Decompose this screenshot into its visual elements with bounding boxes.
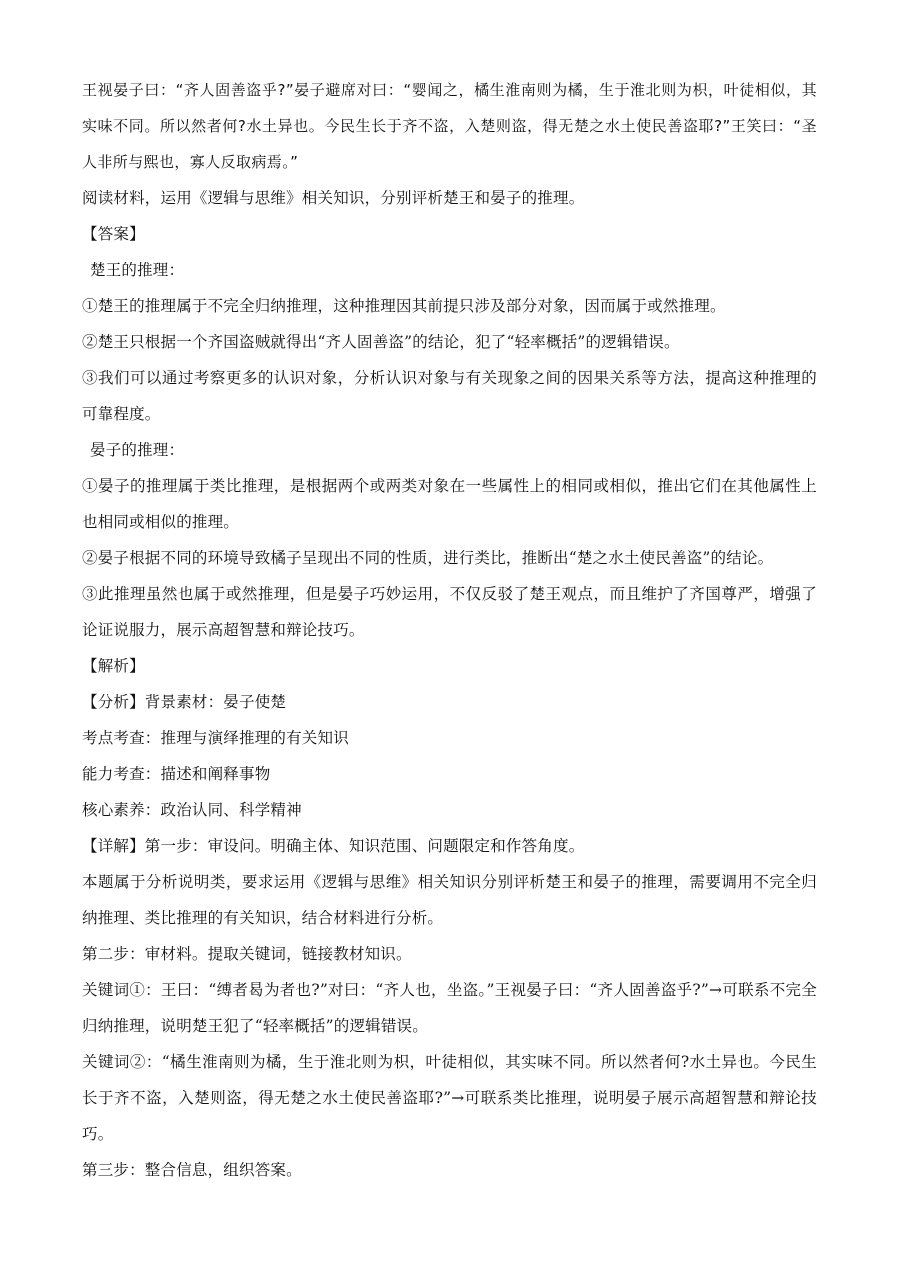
analysis-kaodian: 考点考查：推理与演绎推理的有关知识 — [82, 729, 349, 747]
chu-reasoning-title: 楚王的推理： — [90, 261, 185, 279]
document-page — [82, 72, 817, 1188]
analysis-fenxi: 【分析】背景素材：晏子使楚 — [82, 693, 287, 711]
chu-point-3: ③我们可以通过考察更多的认识对象，分析认识对象与有关现象之间的因果关系等方法，提高这种推理的可靠程度。 — [82, 369, 817, 423]
yan-point-1: ①晏子的推理属于类比推理，是根据两个或两类对象在一些属性上的相同或相似，推出它们在其他属性上也相同或相似的推理。 — [82, 477, 817, 531]
analysis-step1-body: 本题属于分析说明类，要求运用《逻辑与思维》相关知识分别评析楚王和晏子的推理，需要调用不完全归纳推理、类比推理的有关知识，结合材料进行分析。 — [82, 873, 817, 927]
question-text: 阅读材料，运用《逻辑与思维》相关知识，分别评析楚王和晏子的推理。 — [82, 189, 585, 207]
analysis-header: 【解析】 — [82, 657, 145, 675]
chu-point-2: ②楚王只根据一个齐国盗贼就得出“齐人固善盗”的结论，犯了“轻率概括”的逻辑错误。 — [82, 333, 680, 351]
yan-point-3: ③此推理虽然也属于或然推理，但是晏子巧妙运用，不仅反驳了楚王观点，而且维护了齐国尊严，增强了论证说服力，展示高超智慧和辩论技巧。 — [82, 585, 817, 639]
yan-point-2: ②晏子根据不同的环境导致橘子呈现出不同的性质，进行类比，推断出“楚之水土使民善盗”的结论。 — [82, 549, 774, 567]
analysis-nengli: 能力考查：描述和阐释事物 — [82, 765, 271, 783]
analysis-keyword-2: 关键词②：“橘生淮南则为橘，生于淮北则为枳，叶徒相似，其实味不同。所以然者何?水土异也。今民生长于齐不盗，入楚则盗，得无楚之水土使民善盗耶?”→可联系类比推理，说明晏子展示高超智慧和辩论技巧。 — [82, 1053, 817, 1143]
analysis-suyang: 核心素养：政治认同、科学精神 — [82, 801, 302, 819]
yan-reasoning-title: 晏子的推理： — [90, 441, 185, 459]
answer-header: 【答案】 — [82, 225, 145, 243]
analysis-step1: 【详解】第一步：审设问。明确主体、知识范围、问题限定和作答角度。 — [82, 837, 585, 855]
analysis-keyword-1: 关键词①：王曰：“缚者曷为者也?”对曰：“齐人也，坐盗。”王视晏子曰：“齐人固善盗乎?”→可联系不完全归纳推理，说明楚王犯了“轻率概括”的逻辑错误。 — [82, 981, 817, 1035]
analysis-step2: 第二步：审材料。提取关键词，链接教材知识。 — [82, 945, 412, 963]
analysis-step3: 第三步：整合信息，组织答案。 — [82, 1161, 302, 1179]
passage-text: 王视晏子曰：“齐人固善盗乎?”晏子避席对曰：“婴闻之，橘生淮南则为橘，生于淮北则为枳，叶徒相似，其实味不同。所以然者何?水土异也。今民生长于齐不盗，入楚则盗，得无楚之水土使民善盗耶?”王笑曰：“圣人非所与熙也，寡人反取病焉。” — [82, 81, 817, 171]
chu-point-1: ①楚王的推理属于不完全归纳推理，这种推理因其前提只涉及部分对象，因而属于或然推理。 — [82, 297, 726, 315]
